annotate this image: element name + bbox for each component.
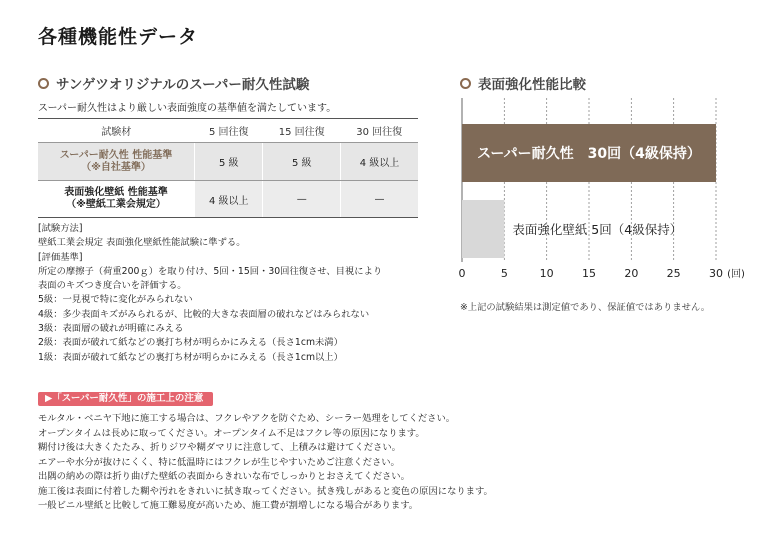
- caution-line: 一般ビニル壁紙と比較して施工難易度が高いため、施工費が割増しになる場合があります。: [38, 500, 419, 511]
- bar-label-reinforced: 表面強化壁紙 5回（4級保持）: [512, 222, 683, 237]
- cell-super-30: 4 級以上: [340, 143, 418, 181]
- note-line: 3級：表面層の破れが明確にみえる: [38, 323, 184, 335]
- comparison-section-title: [460, 73, 586, 93]
- x-tick-label: 5: [500, 267, 508, 280]
- comparison-bar-chart: [460, 96, 760, 296]
- caution-line: モルタル・ベニヤ下地に施工する場合は、フクレやアクを防ぐため、シーラー処理をしてください。: [38, 413, 456, 424]
- x-tick-label: 20: [624, 267, 639, 280]
- caution-label: ▶「スーパー耐久性」の施工上の注意: [38, 392, 213, 406]
- x-tick-label: 25: [666, 267, 681, 280]
- x-tick-label: 15: [582, 267, 596, 280]
- caution-line: 施工後は表面に付着した糊や汚れをきれいに拭き取ってください。拭き残しがあると変色の原因になります。: [38, 485, 493, 497]
- row-label-super-line2: （※自社基準）: [81, 161, 151, 173]
- test-notes: [38, 222, 382, 365]
- note-line: 表面のキズつき度合いを評価する。: [38, 280, 187, 292]
- row-label-reinforced-line2: （※壁紙工業会規定）: [66, 199, 166, 210]
- circle-bullet-icon: [38, 78, 49, 89]
- caution-line: オープンタイムは長めに取ってください。オープンタイム不足はフクレ等の原因になります。: [38, 427, 425, 439]
- note-line: 4級：多少表面キズがみられるが、比較的大きな表面層の破れなどはみられない: [38, 308, 370, 320]
- note-line: 所定の摩擦子（荷重200ｇ）を取り付け、5回・15回・30回往復させ、目視により: [38, 265, 383, 277]
- x-tick-label: 10: [539, 267, 554, 280]
- circle-bullet-icon: [460, 78, 471, 89]
- note-line: 2級：表面が破れて紙などの裏打ち材が明らかにみえる（長さ1cm未満）: [38, 337, 343, 349]
- table-row-reinforced-wallpaper: [38, 181, 418, 218]
- durability-test-section-title: [38, 73, 309, 93]
- note-line: 1級：表面が破れて紙などの裏打ち材が明らかにみえる（長さ1cm以上）: [38, 351, 343, 363]
- row-label-reinforced: [38, 181, 195, 218]
- table-row-super-durability: [38, 143, 418, 181]
- caution-line: 糊付け後は大きくたたみ、折りジワや糊ダマリに注意して、上積みは避けてください。: [38, 442, 401, 453]
- comparison-title-text: 表面強化性能比較: [478, 77, 586, 93]
- row-label-reinforced-line1: 表面強化壁紙 性能基準: [64, 187, 168, 198]
- cell-super-5: 5 級: [195, 143, 263, 181]
- note-line: [評価基準]: [38, 251, 83, 263]
- caution-line: エアーや水分が抜けにくく、特に低温時にはフクレが生じやすいためご注意ください。: [38, 456, 400, 468]
- note-line: [試験方法]: [38, 223, 83, 234]
- x-unit-label: (回): [727, 269, 745, 280]
- chart-footnote: ※上記の試験結果は測定値であり、保証値ではありません。: [460, 302, 711, 313]
- header-5-cycles: 5 回往復: [195, 119, 263, 143]
- cell-super-15: 5 級: [263, 143, 341, 181]
- durability-test-title-text: サンゲツオリジナルのスーパー耐久性試験: [56, 77, 310, 93]
- row-label-super: [38, 143, 195, 181]
- header-material: 試験材: [38, 119, 195, 143]
- note-line: 5級：一見視で特に変化がみられない: [38, 294, 193, 306]
- x-tick-label: 30: [709, 267, 723, 280]
- note-line: 壁紙工業会規定 表面強化壁紙性能試験に準ずる。: [38, 237, 246, 249]
- header-30-cycles: 30 回往復: [340, 119, 418, 143]
- caution-line: 出隅の納めの際は折り曲げた壁紙の表面からきれいな布でしっかりとおさえてください。: [38, 471, 410, 482]
- caution-list: [38, 412, 493, 514]
- page-title: 各種機能性データ: [38, 26, 199, 48]
- cell-reinforced-30: —: [340, 181, 418, 218]
- table-header-row: [38, 119, 418, 143]
- header-15-cycles: 15 回往復: [263, 119, 341, 143]
- cell-reinforced-5: 4 級以上: [195, 181, 263, 218]
- x-tick-label: 0: [458, 267, 466, 280]
- bar-reinforced-wallpaper: [462, 200, 504, 258]
- row-label-super-line1: スーパー耐久性 性能基準: [59, 149, 173, 161]
- bar-label-super: スーパー耐久性 30回（4級保持）: [477, 146, 701, 162]
- durability-table: [38, 118, 418, 218]
- intro-text: スーパー耐久性はより厳しい表面強度の基準値を満たしています。: [38, 103, 337, 114]
- cell-reinforced-15: —: [263, 181, 341, 218]
